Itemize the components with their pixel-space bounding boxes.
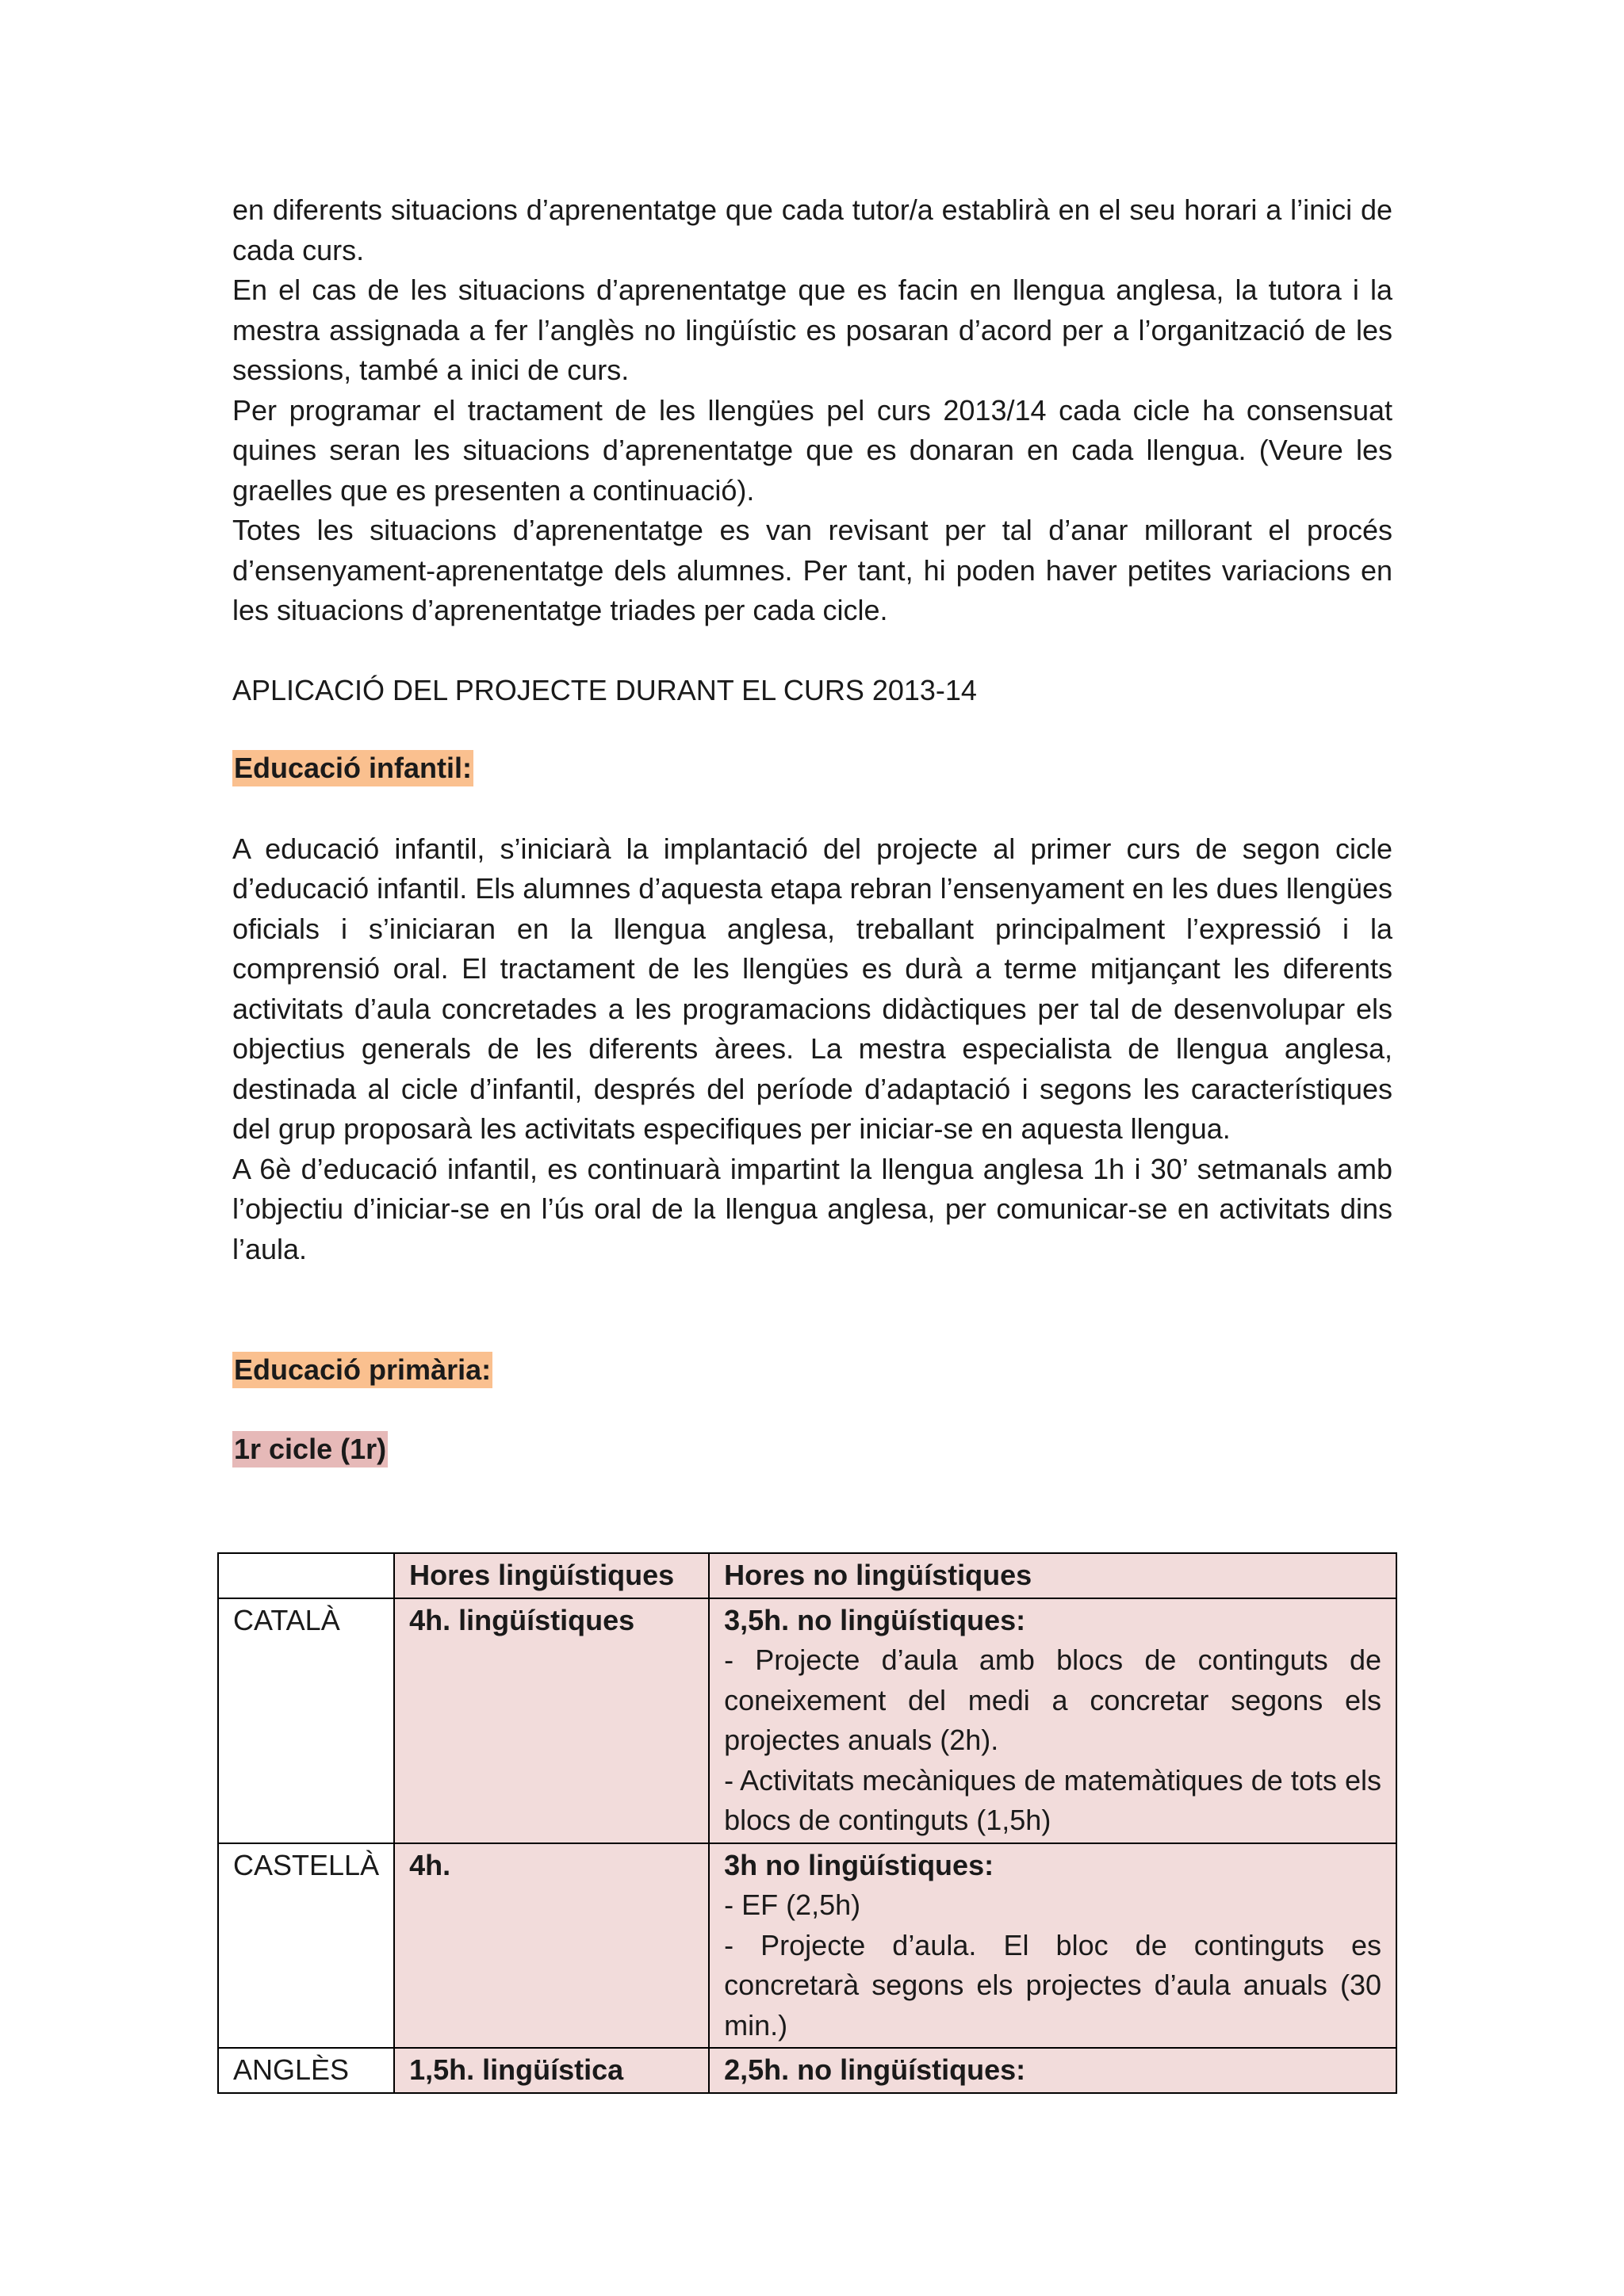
language-cell: CASTELLÀ xyxy=(218,1843,394,2049)
non-linguistic-title: 3,5h. no lingüístiques: xyxy=(724,1603,1026,1636)
non-linguistic-hours-cell xyxy=(709,1843,1396,2049)
non-linguistic-item: - Projecte d’aula amb blocs de continguts de coneixement del medi a concretar segons els projectes anuals (2h). xyxy=(724,1644,1381,1756)
table-row xyxy=(218,2048,1396,2093)
infantil-paragraph-2: A 6è d’educació infantil, es continuarà impartint la llengua anglesa 1h i 30’ setmanals amb l’objectiu d’iniciar-se en l’ús oral de la llengua anglesa, per comunicar-se en activitats dins l’aula. xyxy=(232,1152,1392,1265)
non-linguistic-title: 3h no lingüístiques: xyxy=(724,1848,994,1881)
document-page xyxy=(232,190,1392,1468)
non-linguistic-item: - Activitats mecàniques de matemàtiques de tots els blocs de continguts (1,5h) xyxy=(724,1763,1381,1836)
section-title: APLICACIÓ DEL PROJECTE DURANT EL CURS 2013-14 xyxy=(232,673,977,706)
infantil-heading: Educació infantil: xyxy=(232,750,473,786)
table-header-row xyxy=(218,1553,1396,1598)
cycle-heading: 1r cicle (1r) xyxy=(232,1431,388,1468)
table-header-cell: Hores no lingüístiques xyxy=(709,1553,1396,1598)
intro-paragraph-3: Per programar el tractament de les llengües pel curs 2013/14 cada cicle ha consensuat quines seran les situacions d’aprenentatge que es donaran en cada llengua. (Veure les graelles que es presenten a continuació). xyxy=(232,393,1392,507)
language-hours-table xyxy=(217,1552,1397,2094)
table-header-cell: Hores lingüístiques xyxy=(394,1553,709,1598)
linguistic-hours-cell: 1,5h. lingüística xyxy=(394,2048,709,2093)
intro-paragraph-1: en diferents situacions d’aprenentatge que cada tutor/a establirà en el seu horari a l’inici de cada curs. xyxy=(232,193,1392,266)
language-cell: CATALÀ xyxy=(218,1598,394,1843)
non-linguistic-item: - Projecte d’aula. El bloc de continguts es concretarà segons els projectes d’aula anuals (30 min.) xyxy=(724,1928,1381,2042)
infantil-paragraph-1: A educació infantil, s’iniciarà la implantació del projecte al primer curs de segon cicle d’educació infantil. Els alumnes d’aquesta etapa rebran l’ensenyament en les dues llengües oficials i s’iniciaran en la llengua anglesa, treballant principalment l’expressió i la comprensió oral. El tractament de les llengües es durà a terme mitjançant les diferents activitats d’aula concretades a les programacions didàctiques per tal de desenvolupar els objectius generals de les diferents àrees. La mestra especialista de llengua anglesa, destinada al cicle d’infantil, després del període d’adaptació i segons les característiques del grup proposarà les activitats especifiques per iniciar-se en aquesta llengua. xyxy=(232,832,1392,1145)
table-row xyxy=(218,1598,1396,1843)
non-linguistic-hours-cell xyxy=(709,2048,1396,2093)
non-linguistic-item: - EF (2,5h) xyxy=(724,1888,861,1921)
primaria-heading: Educació primària: xyxy=(232,1352,492,1388)
linguistic-hours-cell: 4h. lingüístiques xyxy=(394,1598,709,1843)
language-cell: ANGLÈS xyxy=(218,2048,394,2093)
linguistic-hours-cell: 4h. xyxy=(394,1843,709,2049)
non-linguistic-title: 2,5h. no lingüístiques: xyxy=(724,2053,1026,2086)
intro-paragraph-2: En el cas de les situacions d’aprenentatge que es facin en llengua anglesa, la tutora i la mestra assignada a fer l’anglès no lingüístic es posaran d’acord per a l’organització de les sessions, també a inici de curs. xyxy=(232,274,1392,386)
table-row xyxy=(218,1843,1396,2049)
table-header-cell xyxy=(218,1553,394,1598)
intro-paragraph-4: Totes les situacions d’aprenentatge es van revisant per tal d’anar millorant el procés d’ensenyament-aprenentatge dels alumnes. Per tant, hi poden haver petites variacions en les situacions d’aprenentatge triades per cada cicle. xyxy=(232,514,1392,626)
non-linguistic-hours-cell xyxy=(709,1598,1396,1843)
